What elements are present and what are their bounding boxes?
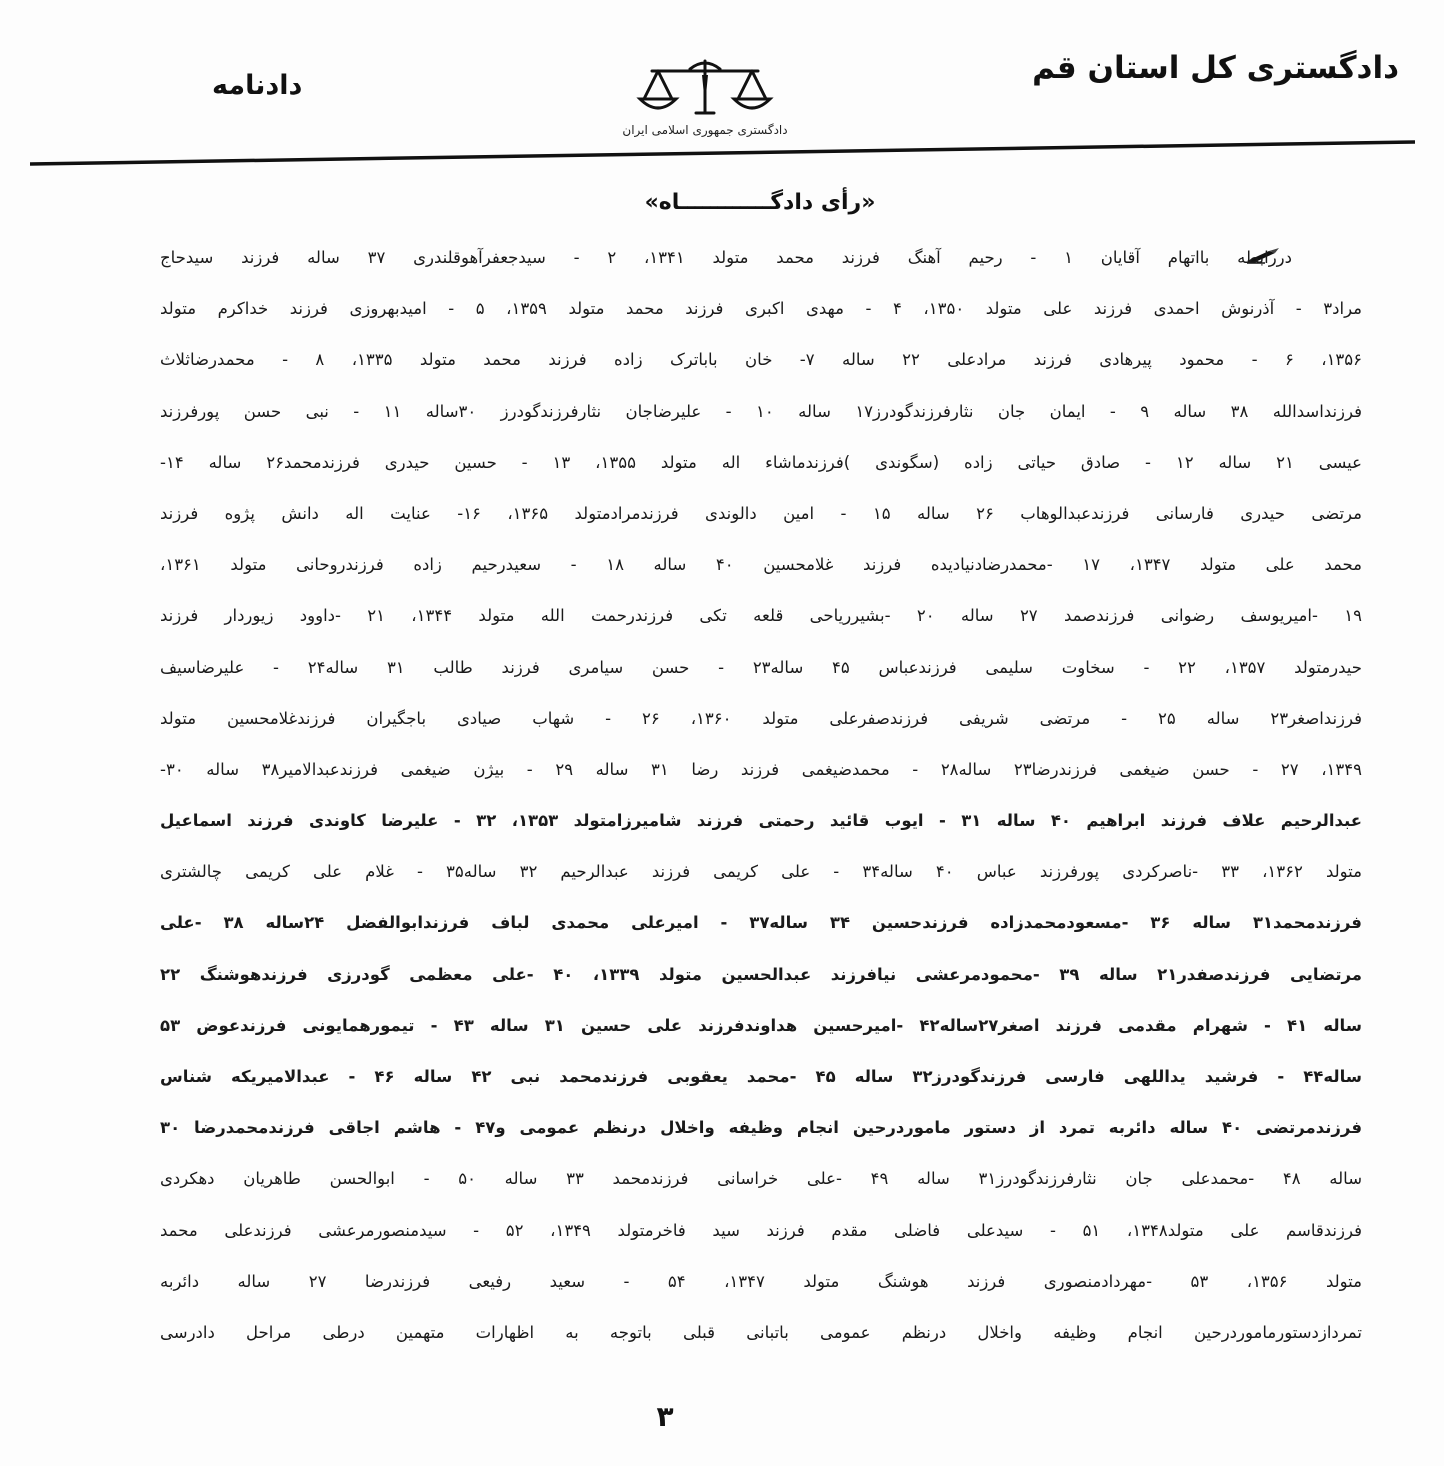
verdict-line: ۱۳۵۶، ۶ - محمود پیرهادی فرزند مرادعلی ۲۲ ساله ۷- خان باباترک زاده فرزند محمد متولد ۱۳۳۵، ۸ - محمدرضاثلاث [160, 350, 1362, 370]
document-type-label: دادنامه [212, 70, 303, 101]
verdict-line: متولد ۱۳۶۲، ۳۳ -ناصرکردی پورفرزند عباس ۴۰ ساله۳۴ - علی کریمی فرزند عبدالرحیم ۳۲ ساله۳۵ - غلام علی کریمی چالشتری [160, 862, 1362, 882]
verdict-heading: «رأی دادگــــــــــــاه» [644, 190, 876, 215]
verdict-line: مراد۳ - آذرنوش احمدی فرزند علی متولد ۱۳۵۰، ۴ - مهدی اکبری فرزند محمد متولد ۱۳۵۹، ۵ - امیدبهروزی فرزند خداکرم متولد [160, 299, 1362, 319]
emblem-caption: دادگستری جمهوری اسلامی ایران [622, 123, 788, 137]
verdict-line: محمد علی متولد ۱۳۴۷، ۱۷ -محمدرضادنیادیده فرزند غلامحسین ۴۰ ساله ۱۸ - سعیدرحیم زاده فرزندروحانی متولد ۱۳۶۱، [160, 555, 1362, 575]
verdict-line: فرزنداصغر۲۳ ساله ۲۵ - مرتضی شریفی فرزندصفرعلی متولد ۱۳۶۰، ۲۶ - شهاب صیادی باجگیران فرزندغلامحسین متولد [160, 708, 1362, 728]
header-divider [30, 140, 1415, 168]
verdict-line: حیدرمتولد ۱۳۵۷، ۲۲ - سخاوت سلیمی فرزندعباس ۴۵ ساله۲۳ - حسن سیامری فرزند طالب ۳۱ ساله۲۴ - علیرضاسیف [160, 657, 1362, 677]
verdict-line: مرتضایی فرزندصفدر۲۱ ساله ۳۹ -محمودمرعشی نیافرزند عبدالحسین متولد ۱۳۳۹، ۴۰ -علی معظمی گودرزی فرزندهوشنگ ۲۲ [160, 964, 1362, 984]
verdict-line: عیسی ۲۱ ساله ۱۲ - صادق حیاتی زاده (سگوندی )فرزندماشاء اله متولد ۱۳۵۵، ۱۳ - حسین حیدری فرزندمحمد۲۶ ساله ۱۴- [160, 452, 1362, 472]
verdict-line: فرزنداسدالله ۳۸ ساله ۹ - ایمان جان نثارفرزندگودرز۱۷ ساله ۱۰ - علیرضاجان نثارفرزندگودرز ۳۰ساله ۱۱ - نبی حسن پورفرزند [160, 401, 1362, 421]
verdict-line: متولد ۱۳۵۶، ۵۳ -مهردادمنصوری فرزند هوشنگ متولد ۱۳۴۷، ۵۴ - سعید رفیعی فرزندرضا ۲۷ ساله دائربه [160, 1271, 1362, 1291]
verdict-body [160, 240, 1362, 1366]
verdict-line: فرزندمحمد۳۱ ساله ۳۶ -مسعودمحمدزاده فرزندحسین ۳۴ ساله۳۷ - امیرعلی محمدی لباف فرزندابوالفضل ۲۴ساله ۳۸ -علی [160, 913, 1362, 933]
verdict-line: فرزندقاسم علی متولد۱۳۴۸، ۵۱ - سیدعلی فاضلی مقدم فرزند سید فاخرمتولد ۱۳۴۹، ۵۲ - سیدمنصورمرعشی فرزندعلی محمد [160, 1220, 1362, 1240]
verdict-line: ساله ۴۸ -محمدعلی جان نثارفرزندگودرز۳۱ ساله ۴۹ -علی خراسانی فرزندمحمد ۳۳ ساله ۵۰ - ابوالحسن طاهریان دهکردی [160, 1169, 1362, 1189]
verdict-line: مرتضی حیدری فارسانی فرزندعبدالوهاب ۲۶ ساله ۱۵ - امین دالوندی فرزندمرادمتولد ۱۳۶۵، ۱۶- عنایت اله دانش پژوه فرزند [160, 503, 1362, 523]
verdict-line: ساله ۴۱ - شهرام مقدمی فرزند اصغر۲۷ساله۴۲ -امیرحسین هداوندفرزند علی حسین ۳۱ ساله ۴۳ - تیمورهمایونی فرزندعوض ۵۳ [160, 1015, 1362, 1035]
court-title: دادگستری کل استان قم [1032, 50, 1399, 86]
verdict-line: تمردازدستورماموردرحین انجام وظیفه واخلال درنظم عمومی باتبانی قبلی باتوجه به اظهارات متهمین درطی مراحل دادرسی [160, 1322, 1362, 1342]
verdict-line: ساله۴۴ - فرشید یداللهی فارسی فرزندگودرز۳۲ ساله ۴۵ -محمد یعقوبی فرزندمحمد نبی ۴۲ ساله ۴۶ - عبدالامیریکه شناس [160, 1067, 1362, 1086]
verdict-line: دررابطه بااتهام آقایان ۱ - رحیم آهنگ فرزند محمد متولد ۱۳۴۱، ۲ - سیدجعفرآهوقلندری ۳۷ ساله فرزند سیدحاج [160, 248, 1292, 267]
verdict-line: عبدالرحیم علاف فرزند ابراهیم ۴۰ ساله ۳۱ - ایوب قائید رحمتی فرزند شامیرزامتولد ۱۳۵۳، ۳۲ - علیرضا کاوندی فرزند اسماعیل [160, 811, 1362, 831]
page-number: ۳ [656, 1400, 674, 1433]
verdict-line: ۱۳۴۹، ۲۷ - حسن ضیغمی فرزندرضا۲۳ ساله۲۸ - محمدضیغمی فرزند رضا ۳۱ ساله ۲۹ - بیژن ضیغمی فرزندعبدالامیر۳۸ ساله ۳۰- [160, 759, 1362, 779]
scales-of-justice-icon [630, 55, 780, 130]
verdict-line: فرزندمرتضی ۴۰ ساله دائربه تمرد از دستور ماموردرحین انجام وظیفه واخلال درنظم عمومی و۴۷ - هاشم اجاقی فرزندمحمدرضا ۳۰ [160, 1118, 1362, 1138]
verdict-line: ۱۹ -امیریوسف رضوانی فرزندصمد ۲۷ ساله ۲۰ -بشیرریاحی قلعه تکی فرزندرحمت الله متولد ۱۳۴۴، ۲۱ -داوود زیوردار فرزند [160, 606, 1362, 626]
